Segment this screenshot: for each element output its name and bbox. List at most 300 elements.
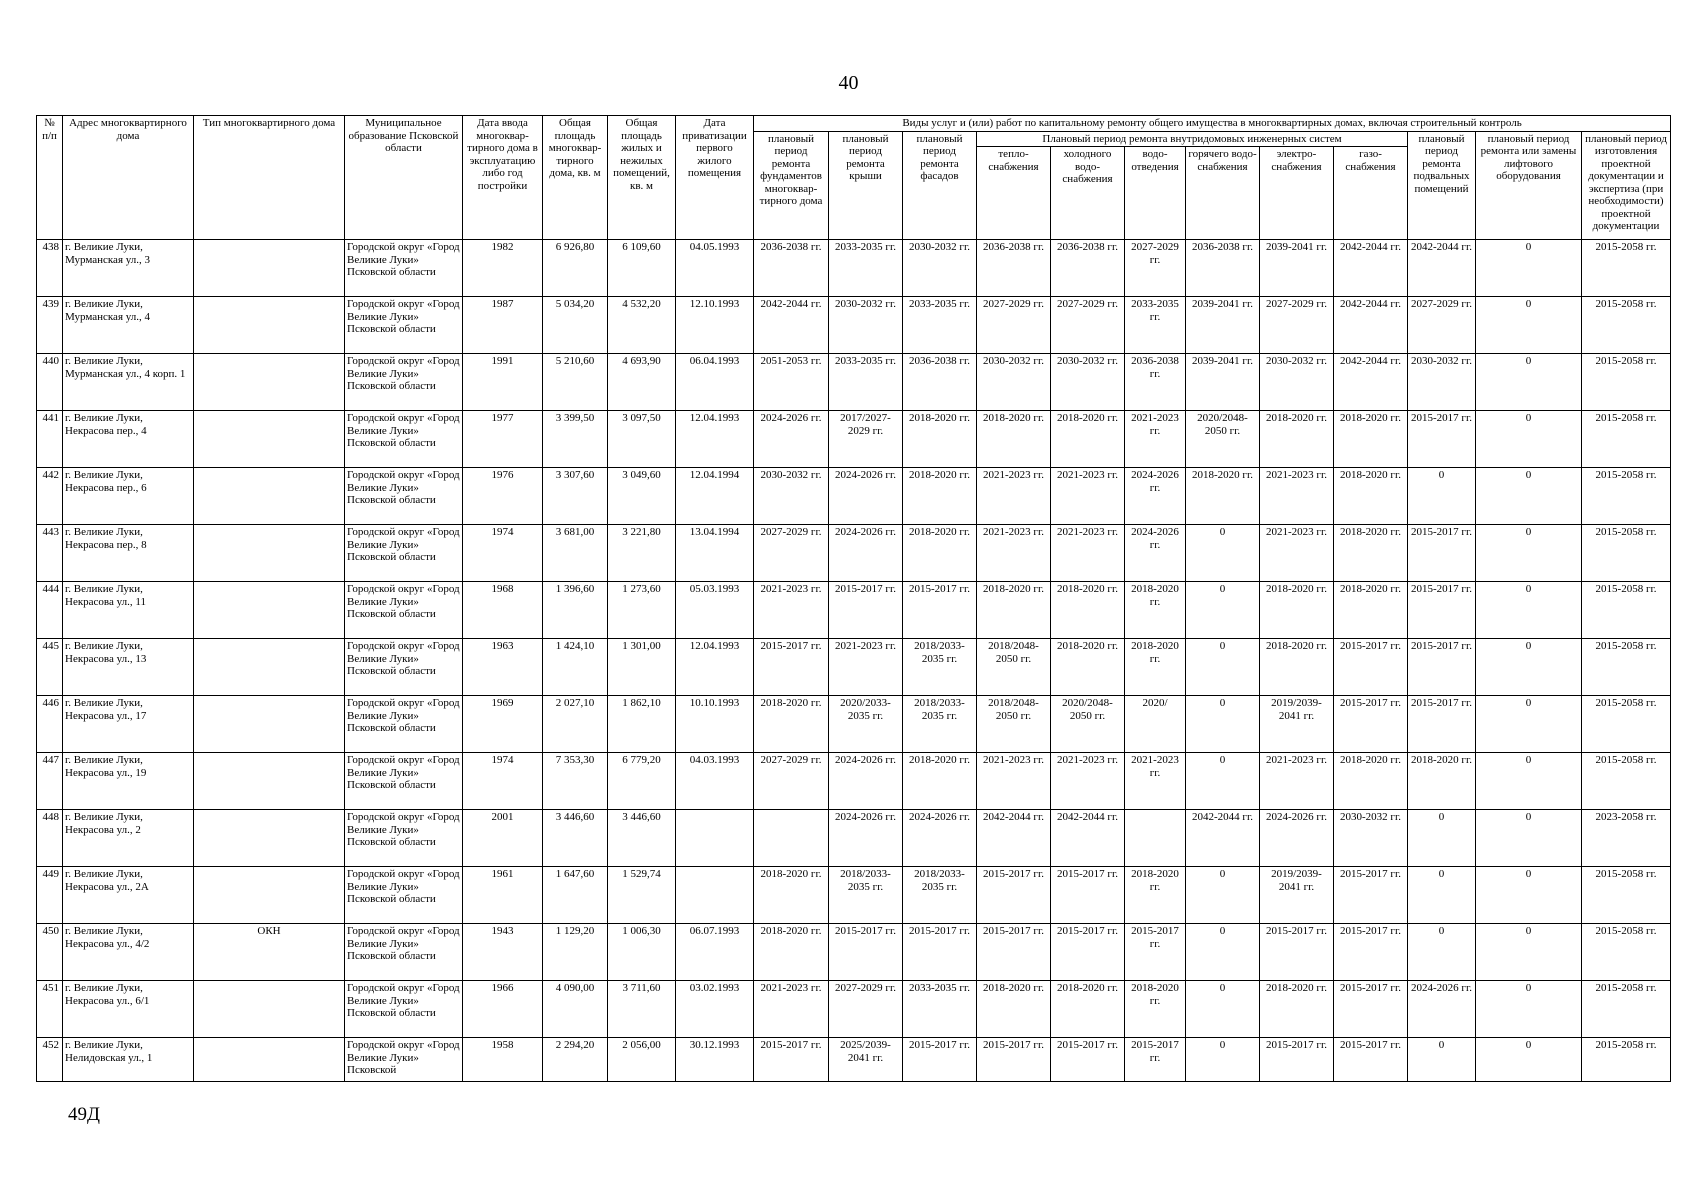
municipality-cell: Городской округ «Город Великие Луки» Псковской области xyxy=(345,924,463,981)
table-row xyxy=(37,411,1671,468)
basement-cell: 0 xyxy=(1408,924,1476,981)
total-area-cell: 2 294,20 xyxy=(543,1038,608,1082)
header-electric: электро-снабжения xyxy=(1260,147,1334,240)
year-cell: 1987 xyxy=(463,297,543,354)
foundation-cell: 2021-2023 гг. xyxy=(754,582,829,639)
roof-cell: 2025/2039-2041 гг. xyxy=(829,1038,903,1082)
living-area-cell: 3 221,80 xyxy=(608,525,676,582)
lift-cell: 0 xyxy=(1476,582,1582,639)
municipality-cell: Городской округ «Город Великие Луки» Псковской области xyxy=(345,525,463,582)
total-area-cell: 3 681,00 xyxy=(543,525,608,582)
address-cell: г. Великие Луки, Некрасова пер., 8 xyxy=(63,525,194,582)
heat-cell: 2018-2020 гг. xyxy=(977,411,1051,468)
gas-cell: 2018-2020 гг. xyxy=(1334,582,1408,639)
lift-cell: 0 xyxy=(1476,240,1582,297)
hot-water-cell: 0 xyxy=(1186,924,1260,981)
basement-cell: 2015-2017 гг. xyxy=(1408,525,1476,582)
address-cell: г. Великие Луки, Некрасова пер., 4 xyxy=(63,411,194,468)
sewer-cell: 2015-2017 гг. xyxy=(1125,1038,1186,1082)
cold-water-cell: 2018-2020 гг. xyxy=(1051,639,1125,696)
facade-cell: 2018-2020 гг. xyxy=(903,525,977,582)
year-cell: 1982 xyxy=(463,240,543,297)
header-facade: плановый период ремонта фасадов xyxy=(903,131,977,240)
heat-cell: 2042-2044 гг. xyxy=(977,810,1051,867)
gas-cell: 2018-2020 гг. xyxy=(1334,468,1408,525)
year-cell: 1958 xyxy=(463,1038,543,1082)
privatization-cell: 06.07.1993 xyxy=(676,924,754,981)
facade-cell: 2018-2020 гг. xyxy=(903,753,977,810)
header-lift: плановый период ремонта или замены лифтового оборудования xyxy=(1476,131,1582,240)
design-cell: 2015-2058 гг. xyxy=(1582,297,1671,354)
cold-water-cell: 2020/2048-2050 гг. xyxy=(1051,696,1125,753)
row-number: 446 xyxy=(37,696,63,753)
year-cell: 1991 xyxy=(463,354,543,411)
heat-cell: 2018-2020 гг. xyxy=(977,582,1051,639)
total-area-cell: 1 396,60 xyxy=(543,582,608,639)
type-cell xyxy=(194,639,345,696)
privatization-cell: 10.10.1993 xyxy=(676,696,754,753)
facade-cell: 2033-2035 гг. xyxy=(903,297,977,354)
address-cell: г. Великие Луки, Некрасова ул., 6/1 xyxy=(63,981,194,1038)
lift-cell: 0 xyxy=(1476,810,1582,867)
type-cell xyxy=(194,1038,345,1082)
design-cell: 2015-2058 гг. xyxy=(1582,240,1671,297)
roof-cell: 2018/2033-2035 гг. xyxy=(829,867,903,924)
design-cell: 2015-2058 гг. xyxy=(1582,582,1671,639)
gas-cell: 2042-2044 гг. xyxy=(1334,297,1408,354)
row-number: 452 xyxy=(37,1038,63,1082)
type-cell: ОКН xyxy=(194,924,345,981)
total-area-cell: 1 424,10 xyxy=(543,639,608,696)
living-area-cell: 1 273,60 xyxy=(608,582,676,639)
design-cell: 2015-2058 гг. xyxy=(1582,525,1671,582)
table-row xyxy=(37,1038,1671,1082)
hot-water-cell: 0 xyxy=(1186,867,1260,924)
municipality-cell: Городской округ «Город Великие Луки» Псковской области xyxy=(345,297,463,354)
row-number: 439 xyxy=(37,297,63,354)
living-area-cell: 1 529,74 xyxy=(608,867,676,924)
row-number: 442 xyxy=(37,468,63,525)
heat-cell: 2018/2048-2050 гг. xyxy=(977,639,1051,696)
heat-cell: 2018-2020 гг. xyxy=(977,981,1051,1038)
roof-cell: 2017/2027-2029 гг. xyxy=(829,411,903,468)
facade-cell: 2018/2033-2035 гг. xyxy=(903,696,977,753)
hot-water-cell: 2039-2041 гг. xyxy=(1186,354,1260,411)
living-area-cell: 2 056,00 xyxy=(608,1038,676,1082)
sewer-cell: 2033-2035 гг. xyxy=(1125,297,1186,354)
year-cell: 1968 xyxy=(463,582,543,639)
header-works-group: Виды услуг и (или) работ по капитальному ремонту общего имущества в многоквартирных домах, включая строительный контроль xyxy=(754,116,1671,132)
cold-water-cell: 2018-2020 гг. xyxy=(1051,411,1125,468)
table-row xyxy=(37,810,1671,867)
address-cell: г. Великие Луки, Некрасова ул., 4/2 xyxy=(63,924,194,981)
header-municipality: Муниципальное образование Псковской области xyxy=(345,116,463,240)
address-cell: г. Великие Луки, Мурманская ул., 4 корп. 1 xyxy=(63,354,194,411)
gas-cell: 2018-2020 гг. xyxy=(1334,753,1408,810)
roof-cell: 2033-2035 гг. xyxy=(829,354,903,411)
basement-cell: 2015-2017 гг. xyxy=(1408,639,1476,696)
header-design: плановый период изготовления проектной документации и экспертиза (при необходимости) проектной документации xyxy=(1582,131,1671,240)
electric-cell: 2024-2026 гг. xyxy=(1260,810,1334,867)
facade-cell: 2033-2035 гг. xyxy=(903,981,977,1038)
hot-water-cell: 0 xyxy=(1186,525,1260,582)
hot-water-cell: 2036-2038 гг. xyxy=(1186,240,1260,297)
basement-cell: 2030-2032 гг. xyxy=(1408,354,1476,411)
document-code: 49Д xyxy=(68,1104,100,1125)
header-total-area: Общая площадь многоквар-тирного дома, кв. м xyxy=(543,116,608,240)
address-cell: г. Великие Луки, Некрасова ул., 2А xyxy=(63,867,194,924)
header-foundation: плановый период ремонта фундаментов многоквар-тирного дома xyxy=(754,131,829,240)
header-type: Тип многоквартирного дома xyxy=(194,116,345,240)
foundation-cell: 2015-2017 гг. xyxy=(754,1038,829,1082)
sewer-cell: 2024-2026 гг. xyxy=(1125,468,1186,525)
lift-cell: 0 xyxy=(1476,867,1582,924)
type-cell xyxy=(194,810,345,867)
living-area-cell: 4 693,90 xyxy=(608,354,676,411)
roof-cell: 2024-2026 гг. xyxy=(829,468,903,525)
facade-cell: 2015-2017 гг. xyxy=(903,582,977,639)
facade-cell: 2024-2026 гг. xyxy=(903,810,977,867)
year-cell: 1961 xyxy=(463,867,543,924)
privatization-cell: 04.03.1993 xyxy=(676,753,754,810)
sewer-cell: 2018-2020 гг. xyxy=(1125,867,1186,924)
type-cell xyxy=(194,582,345,639)
gas-cell: 2015-2017 гг. xyxy=(1334,1038,1408,1082)
privatization-cell: 06.04.1993 xyxy=(676,354,754,411)
table-row xyxy=(37,297,1671,354)
hot-water-cell: 2039-2041 гг. xyxy=(1186,297,1260,354)
heat-cell: 2015-2017 гг. xyxy=(977,867,1051,924)
total-area-cell: 3 399,50 xyxy=(543,411,608,468)
sewer-cell: 2027-2029 гг. xyxy=(1125,240,1186,297)
lift-cell: 0 xyxy=(1476,354,1582,411)
heat-cell: 2036-2038 гг. xyxy=(977,240,1051,297)
sewer-cell: 2021-2023 гг. xyxy=(1125,411,1186,468)
header-num: № п/п xyxy=(37,116,63,240)
row-number: 447 xyxy=(37,753,63,810)
header-commission-date: Дата ввода многоквар-тирного дома в эксплуатацию либо год постройки xyxy=(463,116,543,240)
basement-cell: 2024-2026 гг. xyxy=(1408,981,1476,1038)
table-row xyxy=(37,696,1671,753)
cold-water-cell: 2015-2017 гг. xyxy=(1051,1038,1125,1082)
cold-water-cell: 2042-2044 гг. xyxy=(1051,810,1125,867)
roof-cell: 2024-2026 гг. xyxy=(829,753,903,810)
sewer-cell: 2018-2020 гг. xyxy=(1125,981,1186,1038)
address-cell: г. Великие Луки, Некрасова ул., 11 xyxy=(63,582,194,639)
address-cell: г. Великие Луки, Некрасова ул., 17 xyxy=(63,696,194,753)
foundation-cell: 2027-2029 гг. xyxy=(754,525,829,582)
foundation-cell: 2036-2038 гг. xyxy=(754,240,829,297)
design-cell: 2023-2058 гг. xyxy=(1582,810,1671,867)
type-cell xyxy=(194,867,345,924)
electric-cell: 2021-2023 гг. xyxy=(1260,753,1334,810)
electric-cell: 2021-2023 гг. xyxy=(1260,468,1334,525)
roof-cell: 2024-2026 гг. xyxy=(829,810,903,867)
living-area-cell: 1 862,10 xyxy=(608,696,676,753)
year-cell: 1977 xyxy=(463,411,543,468)
sewer-cell: 2015-2017 гг. xyxy=(1125,924,1186,981)
sewer-cell: 2021-2023 гг. xyxy=(1125,753,1186,810)
foundation-cell: 2015-2017 гг. xyxy=(754,639,829,696)
type-cell xyxy=(194,411,345,468)
gas-cell: 2015-2017 гг. xyxy=(1334,867,1408,924)
basement-cell: 2015-2017 гг. xyxy=(1408,582,1476,639)
gas-cell: 2018-2020 гг. xyxy=(1334,411,1408,468)
gas-cell: 2042-2044 гг. xyxy=(1334,240,1408,297)
heat-cell: 2030-2032 гг. xyxy=(977,354,1051,411)
foundation-cell: 2018-2020 гг. xyxy=(754,696,829,753)
heat-cell: 2018/2048-2050 гг. xyxy=(977,696,1051,753)
lift-cell: 0 xyxy=(1476,525,1582,582)
municipality-cell: Городской округ «Город Великие Луки» Псковской области xyxy=(345,696,463,753)
header-living-area: Общая площадь жилых и нежилых помещений, кв. м xyxy=(608,116,676,240)
cold-water-cell: 2018-2020 гг. xyxy=(1051,582,1125,639)
table-row xyxy=(37,753,1671,810)
heat-cell: 2027-2029 гг. xyxy=(977,297,1051,354)
electric-cell: 2015-2017 гг. xyxy=(1260,1038,1334,1082)
cold-water-cell: 2021-2023 гг. xyxy=(1051,525,1125,582)
design-cell: 2015-2058 гг. xyxy=(1582,753,1671,810)
living-area-cell: 1 301,00 xyxy=(608,639,676,696)
header-cold-water: холодного водо-снабжения xyxy=(1051,147,1125,240)
roof-cell: 2020/2033-2035 гг. xyxy=(829,696,903,753)
capital-repair-table xyxy=(36,115,1671,1082)
heat-cell: 2015-2017 гг. xyxy=(977,924,1051,981)
basement-cell: 2018-2020 гг. xyxy=(1408,753,1476,810)
sewer-cell xyxy=(1125,810,1186,867)
living-area-cell: 1 006,30 xyxy=(608,924,676,981)
hot-water-cell: 0 xyxy=(1186,1038,1260,1082)
design-cell: 2015-2058 гг. xyxy=(1582,924,1671,981)
municipality-cell: Городской округ «Город Великие Луки» Псковской области xyxy=(345,639,463,696)
municipality-cell: Городской округ «Город Великие Луки» Псковской области xyxy=(345,867,463,924)
design-cell: 2015-2058 гг. xyxy=(1582,1038,1671,1082)
municipality-cell: Городской округ «Город Великие Луки» Псковской области xyxy=(345,981,463,1038)
roof-cell: 2021-2023 гг. xyxy=(829,639,903,696)
type-cell xyxy=(194,354,345,411)
design-cell: 2015-2058 гг. xyxy=(1582,354,1671,411)
foundation-cell: 2042-2044 гг. xyxy=(754,297,829,354)
cold-water-cell: 2015-2017 гг. xyxy=(1051,924,1125,981)
header-sewer: водо-отведения xyxy=(1125,147,1186,240)
header-heat: тепло-снабжения xyxy=(977,147,1051,240)
foundation-cell: 2018-2020 гг. xyxy=(754,924,829,981)
design-cell: 2015-2058 гг. xyxy=(1582,696,1671,753)
header-address: Адрес многоквартирного дома xyxy=(63,116,194,240)
lift-cell: 0 xyxy=(1476,297,1582,354)
design-cell: 2015-2058 гг. xyxy=(1582,981,1671,1038)
total-area-cell: 5 034,20 xyxy=(543,297,608,354)
year-cell: 1974 xyxy=(463,753,543,810)
living-area-cell: 3 711,60 xyxy=(608,981,676,1038)
total-area-cell: 4 090,00 xyxy=(543,981,608,1038)
basement-cell: 2015-2017 гг. xyxy=(1408,411,1476,468)
basement-cell: 2042-2044 гг. xyxy=(1408,240,1476,297)
row-number: 445 xyxy=(37,639,63,696)
type-cell xyxy=(194,981,345,1038)
municipality-cell: Городской округ «Город Великие Луки» Псковской области xyxy=(345,240,463,297)
cold-water-cell: 2021-2023 гг. xyxy=(1051,468,1125,525)
heat-cell: 2021-2023 гг. xyxy=(977,753,1051,810)
cold-water-cell: 2015-2017 гг. xyxy=(1051,867,1125,924)
address-cell: г. Великие Луки, Некрасова пер., 6 xyxy=(63,468,194,525)
hot-water-cell: 2042-2044 гг. xyxy=(1186,810,1260,867)
lift-cell: 0 xyxy=(1476,411,1582,468)
address-cell: г. Великие Луки, Некрасова ул., 2 xyxy=(63,810,194,867)
header-gas: газо-снабжения xyxy=(1334,147,1408,240)
type-cell xyxy=(194,696,345,753)
table-row xyxy=(37,639,1671,696)
row-number: 449 xyxy=(37,867,63,924)
basement-cell: 2027-2029 гг. xyxy=(1408,297,1476,354)
gas-cell: 2015-2017 гг. xyxy=(1334,981,1408,1038)
facade-cell: 2015-2017 гг. xyxy=(903,1038,977,1082)
address-cell: г. Великие Луки, Мурманская ул., 4 xyxy=(63,297,194,354)
living-area-cell: 6 109,60 xyxy=(608,240,676,297)
design-cell: 2015-2058 гг. xyxy=(1582,411,1671,468)
year-cell: 1969 xyxy=(463,696,543,753)
table-row xyxy=(37,582,1671,639)
privatization-cell: 12.04.1993 xyxy=(676,411,754,468)
municipality-cell: Городской округ «Город Великие Луки» Псковской области xyxy=(345,582,463,639)
electric-cell: 2019/2039-2041 гг. xyxy=(1260,867,1334,924)
cold-water-cell: 2018-2020 гг. xyxy=(1051,981,1125,1038)
cold-water-cell: 2021-2023 гг. xyxy=(1051,753,1125,810)
type-cell xyxy=(194,297,345,354)
foundation-cell xyxy=(754,810,829,867)
hot-water-cell: 0 xyxy=(1186,696,1260,753)
type-cell xyxy=(194,240,345,297)
foundation-cell: 2021-2023 гг. xyxy=(754,981,829,1038)
hot-water-cell: 0 xyxy=(1186,981,1260,1038)
year-cell: 1976 xyxy=(463,468,543,525)
table-row xyxy=(37,981,1671,1038)
row-number: 443 xyxy=(37,525,63,582)
cold-water-cell: 2036-2038 гг. xyxy=(1051,240,1125,297)
lift-cell: 0 xyxy=(1476,753,1582,810)
hot-water-cell: 2018-2020 гг. xyxy=(1186,468,1260,525)
hot-water-cell: 2020/2048-2050 гг. xyxy=(1186,411,1260,468)
basement-cell: 0 xyxy=(1408,867,1476,924)
privatization-cell: 12.10.1993 xyxy=(676,297,754,354)
year-cell: 2001 xyxy=(463,810,543,867)
design-cell: 2015-2058 гг. xyxy=(1582,867,1671,924)
privatization-cell xyxy=(676,810,754,867)
gas-cell: 2015-2017 гг. xyxy=(1334,639,1408,696)
address-cell: г. Великие Луки, Некрасова ул., 13 xyxy=(63,639,194,696)
gas-cell: 2018-2020 гг. xyxy=(1334,525,1408,582)
cold-water-cell: 2027-2029 гг. xyxy=(1051,297,1125,354)
electric-cell: 2018-2020 гг. xyxy=(1260,582,1334,639)
facade-cell: 2030-2032 гг. xyxy=(903,240,977,297)
municipality-cell: Городской округ «Город Великие Луки» Псковской области xyxy=(345,753,463,810)
electric-cell: 2018-2020 гг. xyxy=(1260,981,1334,1038)
table-row xyxy=(37,240,1671,297)
sewer-cell: 2018-2020 гг. xyxy=(1125,582,1186,639)
foundation-cell: 2027-2029 гг. xyxy=(754,753,829,810)
gas-cell: 2042-2044 гг. xyxy=(1334,354,1408,411)
total-area-cell: 2 027,10 xyxy=(543,696,608,753)
municipality-cell: Городской округ «Город Великие Луки» Псковской xyxy=(345,1038,463,1082)
lift-cell: 0 xyxy=(1476,1038,1582,1082)
gas-cell: 2015-2017 гг. xyxy=(1334,696,1408,753)
type-cell xyxy=(194,468,345,525)
row-number: 450 xyxy=(37,924,63,981)
header-roof: плановый период ремонта крыши xyxy=(829,131,903,240)
table-row xyxy=(37,525,1671,582)
cold-water-cell: 2030-2032 гг. xyxy=(1051,354,1125,411)
page-number: 40 xyxy=(838,72,859,94)
facade-cell: 2036-2038 гг. xyxy=(903,354,977,411)
total-area-cell: 3 446,60 xyxy=(543,810,608,867)
basement-cell: 0 xyxy=(1408,1038,1476,1082)
year-cell: 1966 xyxy=(463,981,543,1038)
header-basement: плановый период ремонта подвальных помещений xyxy=(1408,131,1476,240)
gas-cell: 2015-2017 гг. xyxy=(1334,924,1408,981)
municipality-cell: Городской округ «Город Великие Луки» Псковской области xyxy=(345,468,463,525)
foundation-cell: 2051-2053 гг. xyxy=(754,354,829,411)
lift-cell: 0 xyxy=(1476,468,1582,525)
foundation-cell: 2030-2032 гг. xyxy=(754,468,829,525)
facade-cell: 2018-2020 гг. xyxy=(903,468,977,525)
roof-cell: 2030-2032 гг. xyxy=(829,297,903,354)
address-cell: г. Великие Луки, Некрасова ул., 19 xyxy=(63,753,194,810)
privatization-cell: 13.04.1994 xyxy=(676,525,754,582)
privatization-cell: 30.12.1993 xyxy=(676,1038,754,1082)
electric-cell: 2018-2020 гг. xyxy=(1260,639,1334,696)
table-row xyxy=(37,468,1671,525)
roof-cell: 2027-2029 гг. xyxy=(829,981,903,1038)
roof-cell: 2033-2035 гг. xyxy=(829,240,903,297)
roof-cell: 2015-2017 гг. xyxy=(829,582,903,639)
living-area-cell: 3 446,60 xyxy=(608,810,676,867)
address-cell: г. Великие Луки, Мурманская ул., 3 xyxy=(63,240,194,297)
privatization-cell: 05.03.1993 xyxy=(676,582,754,639)
table-row xyxy=(37,867,1671,924)
living-area-cell: 6 779,20 xyxy=(608,753,676,810)
electric-cell: 2019/2039-2041 гг. xyxy=(1260,696,1334,753)
total-area-cell: 1 647,60 xyxy=(543,867,608,924)
total-area-cell: 5 210,60 xyxy=(543,354,608,411)
municipality-cell: Городской округ «Город Великие Луки» Псковской области xyxy=(345,411,463,468)
municipality-cell: Городской округ «Город Великие Луки» Псковской области xyxy=(345,810,463,867)
privatization-cell: 12.04.1993 xyxy=(676,639,754,696)
foundation-cell: 2024-2026 гг. xyxy=(754,411,829,468)
privatization-cell: 04.05.1993 xyxy=(676,240,754,297)
year-cell: 1974 xyxy=(463,525,543,582)
row-number: 440 xyxy=(37,354,63,411)
facade-cell: 2018-2020 гг. xyxy=(903,411,977,468)
gas-cell: 2030-2032 гг. xyxy=(1334,810,1408,867)
electric-cell: 2015-2017 гг. xyxy=(1260,924,1334,981)
total-area-cell: 7 353,30 xyxy=(543,753,608,810)
roof-cell: 2024-2026 гг. xyxy=(829,525,903,582)
type-cell xyxy=(194,753,345,810)
hot-water-cell: 0 xyxy=(1186,582,1260,639)
address-cell: г. Великие Луки, Нелидовская ул., 1 xyxy=(63,1038,194,1082)
lift-cell: 0 xyxy=(1476,696,1582,753)
privatization-cell xyxy=(676,867,754,924)
row-number: 451 xyxy=(37,981,63,1038)
electric-cell: 2039-2041 гг. xyxy=(1260,240,1334,297)
table-row xyxy=(37,354,1671,411)
facade-cell: 2018/2033-2035 гг. xyxy=(903,867,977,924)
header-privatization-date: Дата приватизации первого жилого помещения xyxy=(676,116,754,240)
design-cell: 2015-2058 гг. xyxy=(1582,639,1671,696)
sewer-cell: 2024-2026 гг. xyxy=(1125,525,1186,582)
privatization-cell: 12.04.1994 xyxy=(676,468,754,525)
sewer-cell: 2018-2020 гг. xyxy=(1125,639,1186,696)
